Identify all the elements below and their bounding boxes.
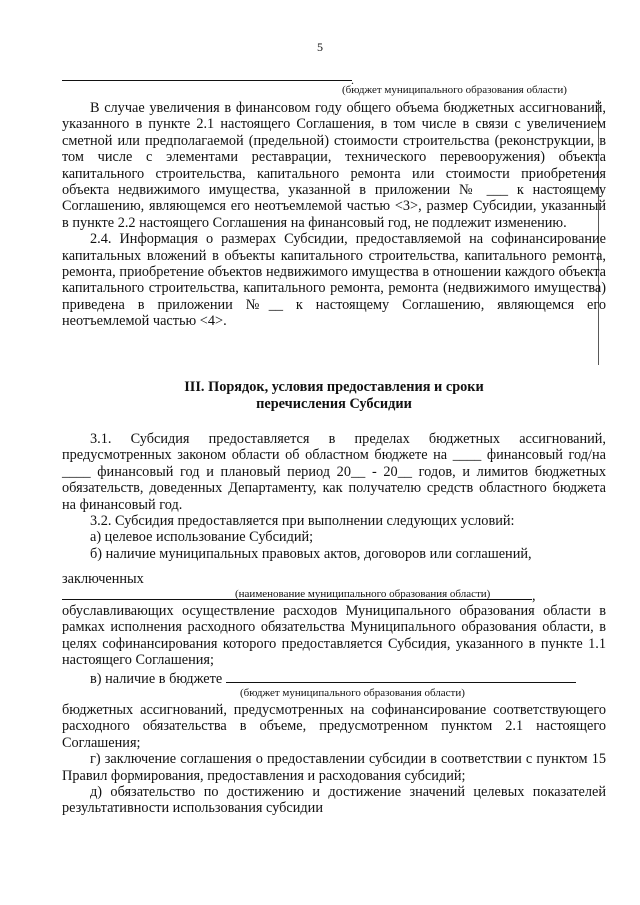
- section-heading-line2: перечисления Субсидии: [256, 396, 412, 412]
- paragraph-v: в) наличие в бюджете: [90, 671, 223, 687]
- budget-blank-line-2: [226, 670, 576, 683]
- paragraph-increase: В случае увеличения в финансовом году общего объема бюджетных ассигнований, указанного в пункте 2.1 настоящего Соглашения, в том числе в связи с увеличением сметной или предполагаемой (предельной) стоимости строительства (реконструкции, в том числе с элементами реставрации, технического перевооружения) объекта капитального строительства, капитального ремонта или стоимости приобретения объекта недвижимого имущества, указанной в приложении № ___ к настоящему Соглашению, являющемся его неотъемлемой частью <3>, размер Субсидии, указанный в пункте 2.2 настоящего Соглашения на финансовый год, не подлежит изменению.: [62, 100, 606, 231]
- paragraph-2-4: 2.4. Информация о размерах Субсидии, предоставляемой на софинансирование капитальных вложений в объекты капитального строительства, капитального ремонта, ремонта, приобретение объектов недвижимого имущества в отношении каждого объекта капитального строительства, капитального ремонта, ремонта (недвижимого имущества) приведена в приложении №__ к настоящему Соглашению, являющемся его неотъемлемой частью <4>.: [62, 231, 606, 330]
- section-heading: [62, 379, 606, 413]
- section-heading-line1: III. Порядок, условия предоставления и сроки: [184, 379, 484, 395]
- paragraph-block-4: [62, 702, 606, 817]
- paragraph-3-2: 3.2. Субсидия предоставляется при выполнении следующих условий:: [90, 513, 515, 530]
- paragraph-b-end: ,: [532, 588, 536, 605]
- budget-caption: (бюджет муниципального образования области): [342, 84, 567, 96]
- paragraph-block-2: [62, 431, 606, 562]
- paragraph-a: а) целевое использование Субсидий;: [90, 529, 314, 546]
- paragraph-v-rest: бюджетных ассигнований, предусмотренных на софинансирование соответствующего расходного обязательства в объеме, предусмотренном пунктом 2.1 настоящего Соглашения;: [62, 702, 606, 751]
- paragraph-d: д) обязательство по достижению и достижение значений целевых показателей результативности использования субсидии: [62, 784, 606, 817]
- paragraph-block-1: [62, 100, 606, 330]
- paragraph-b-cont: заключенных: [62, 571, 144, 587]
- paragraph-b: б) наличие муниципальных правовых актов, договоров или соглашений,: [90, 545, 532, 562]
- paragraph-v-line: [62, 670, 606, 687]
- paragraph-block-3: [62, 603, 606, 669]
- paragraph-g: г) заключение соглашения о предоставлении субсидии в соответствии с пунктом 15 Правил формирования, предоставления и расходования субсидий;: [62, 751, 606, 784]
- page-number: 5: [317, 40, 323, 54]
- budget-caption-2: (бюджет муниципального образования области): [240, 687, 465, 699]
- paragraph-3-1: 3.1. Субсидия предоставляется в пределах бюджетных ассигнований, предусмотренных законом области об областном бюджете на ____ финансовый год/на ____ финансовый год и плановый период 20__ - 20__ годов, и лимитов бюджетных обязательств, доведенных Департаменту, как получателю средств областного бюджета на финансовый год.: [62, 431, 606, 513]
- paragraph-b-rest: обуславливающих осуществление расходов Муниципального образования области в рамках исполнения расходного обязательства Муниципального образования области, в целях софинансирования которого предоставляется Субсидия, указанного в пункте 1.1 настоящего Соглашения;: [62, 603, 606, 669]
- budget-blank-dot: .: [351, 73, 354, 87]
- mo-caption: (наименование муниципального образования области): [235, 588, 491, 600]
- budget-blank-line: [62, 80, 352, 81]
